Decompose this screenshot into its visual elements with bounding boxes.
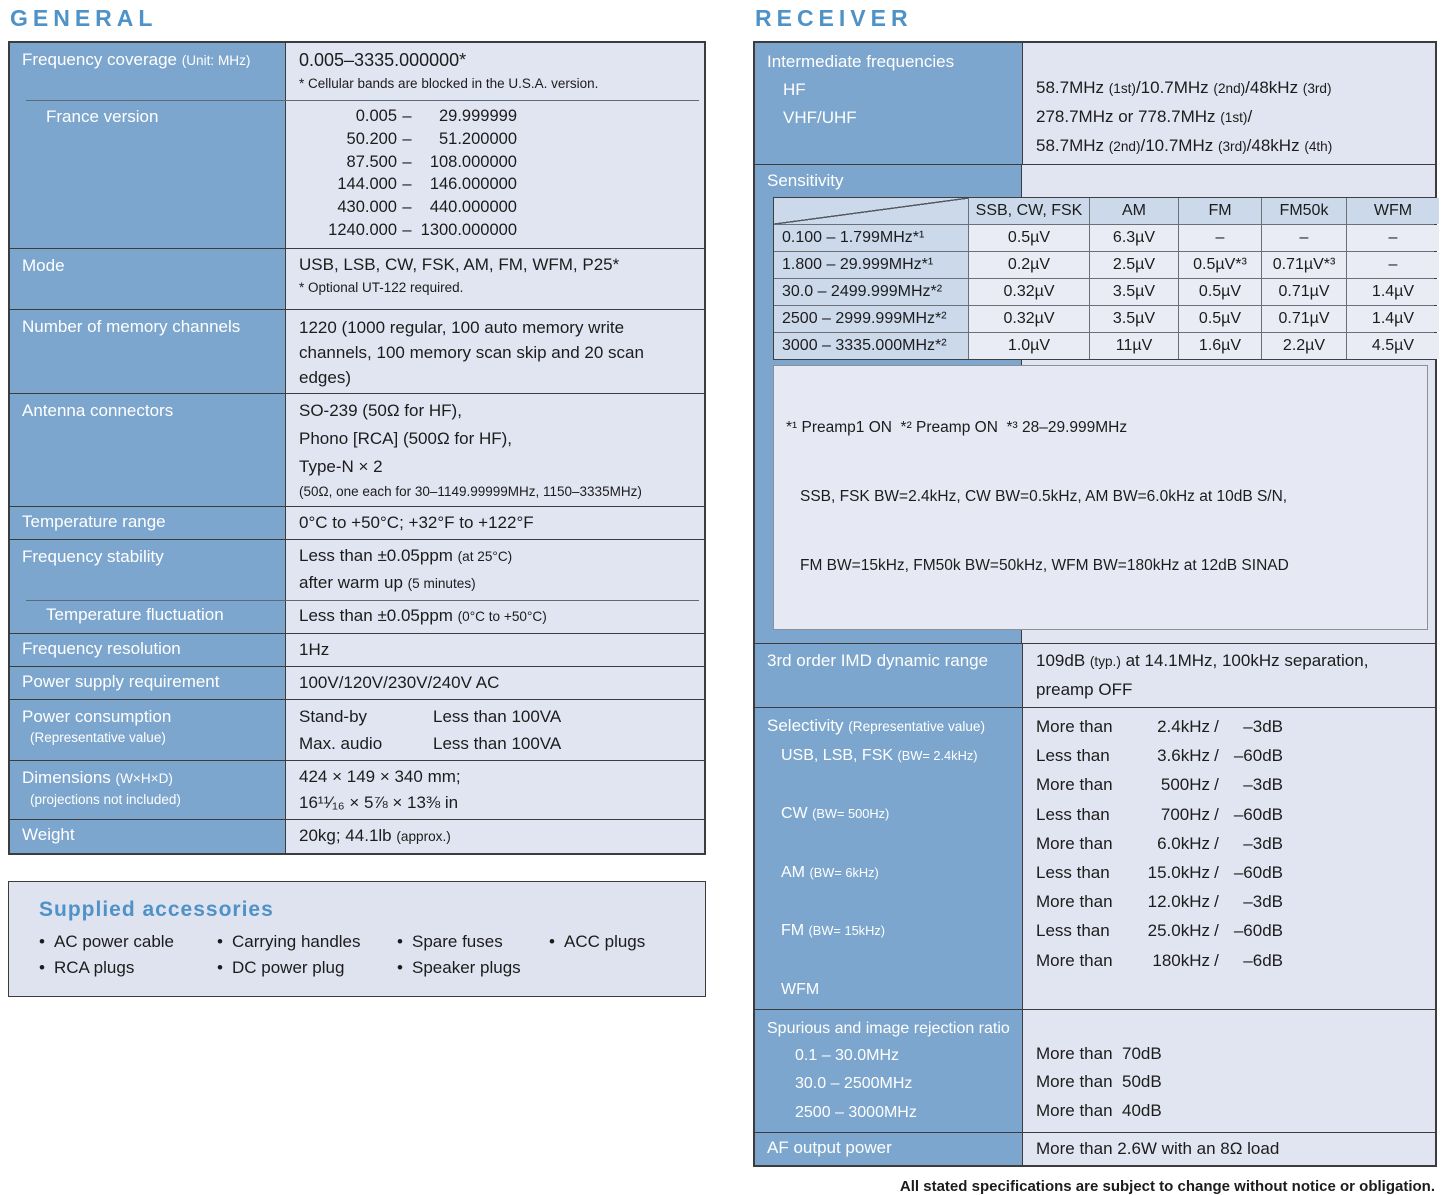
frequency-resolution-row xyxy=(10,633,704,666)
range-dash: – xyxy=(402,129,412,148)
frequency-coverage-value xyxy=(285,43,704,100)
separator: / xyxy=(1214,892,1219,912)
antenna-connectors-label: Antenna connectors xyxy=(10,394,285,506)
intermediate-frequencies-heading: Intermediate frequencies xyxy=(767,52,955,71)
stability-line: after warm up (5 minutes) xyxy=(299,572,476,592)
selectivity-value xyxy=(1022,708,1435,1009)
qualifier: Less than xyxy=(1036,921,1110,941)
mode-note: * Optional UT-122 required. xyxy=(299,279,464,295)
sensitivity-cell: – xyxy=(1179,225,1261,251)
range-to: 29.999999 xyxy=(439,107,517,125)
range-dash: – xyxy=(402,175,412,194)
weight-value: 20kg; 44.1lb (approx.) xyxy=(285,820,704,853)
france-version-row xyxy=(10,100,704,248)
sensitivity-cell: 0.71µV*³ xyxy=(1262,252,1346,278)
bullet-icon: • xyxy=(39,931,45,951)
sensitivity-col-header: FM xyxy=(1179,198,1261,224)
bandwidth: 25.0kHz xyxy=(1147,921,1210,941)
bandwidth: 3.6kHz xyxy=(1157,746,1210,766)
sensitivity-range-label: 2500 – 2999.999MHz*² xyxy=(774,306,968,332)
sensitivity-diagonal-cell xyxy=(774,198,968,224)
frequency-stability-label: Frequency stability xyxy=(10,540,285,600)
attenuation: –3dB xyxy=(1243,717,1283,736)
antenna-connectors-row xyxy=(10,393,704,506)
accessory-label: DC power plug xyxy=(232,957,345,977)
spurious-rejection-label xyxy=(755,1010,1022,1133)
dimensions-label-text: Dimensions (W×H×D) xyxy=(22,767,173,787)
sensitivity-cell: 0.71µV xyxy=(1262,279,1346,305)
range-dash: – xyxy=(402,107,412,125)
spurious-range: 0.1 – 30.0MHz xyxy=(795,1046,900,1064)
spacer xyxy=(767,945,1016,974)
sensitivity-col-header: AM xyxy=(1090,198,1178,224)
attenuation: –3dB xyxy=(1243,775,1283,795)
qualifier: Less than xyxy=(1036,804,1110,824)
sensitivity-cell: 0.32µV xyxy=(969,279,1089,305)
sensitivity-col-header: WFM xyxy=(1347,198,1439,224)
mode-row xyxy=(10,248,704,309)
if-vhf-value-line2: 58.7MHz (2nd)/10.7MHz (3rd)/48kHz (4th) xyxy=(1036,136,1333,155)
sensitivity-col-header: SSB, CW, FSK xyxy=(969,198,1089,224)
mode-label: Mode xyxy=(10,249,285,309)
temperature-fluctuation-value: Less than ±0.05ppm (0°C to +50°C) xyxy=(285,600,704,633)
stability-line: Less than ±0.05ppm (at 25°C) xyxy=(299,545,513,565)
sensitivity-cell: 0.32µV xyxy=(969,306,1089,332)
bandwidth: 15.0kHz xyxy=(1147,862,1210,882)
if-band-vhf-uhf: VHF/UHF xyxy=(783,108,857,127)
attenuation: –60dB xyxy=(1233,804,1283,824)
separator: / xyxy=(1214,775,1219,795)
spacer xyxy=(755,630,1435,643)
selectivity-row xyxy=(755,707,1435,1009)
sensitivity-cell: 0.5µV xyxy=(1179,306,1261,332)
accessory-label: Speaker plugs xyxy=(412,957,521,977)
selectivity-mode: CW (BW= 500Hz) xyxy=(781,805,890,823)
bullet-icon: • xyxy=(217,931,223,951)
spurious-value: More than 50dB xyxy=(1036,1072,1162,1092)
disclaimer-note: All stated specifications are subject to change without notice or obligation. xyxy=(899,1178,1435,1195)
temperature-range-label: Temperature range xyxy=(10,507,285,539)
selectivity-mode: USB, LSB, FSK (BW= 2.4kHz) xyxy=(781,747,978,764)
frequency-stability-value xyxy=(285,540,704,600)
imd-value xyxy=(1022,644,1435,707)
dimensions-value xyxy=(285,761,704,819)
memory-channels-label: Number of memory channels xyxy=(10,310,285,393)
sensitivity-content xyxy=(755,165,1435,643)
sensitivity-cell: 1.4µV xyxy=(1347,279,1439,305)
dimensions-mm: 424 × 149 × 340 mm; xyxy=(299,766,461,786)
sensitivity-col-header: FM50k xyxy=(1262,198,1346,224)
accessory-item xyxy=(217,932,397,952)
sensitivity-heading: Sensitivity xyxy=(767,171,844,190)
bandwidth: 500Hz xyxy=(1160,775,1210,795)
separator: / xyxy=(1214,950,1219,970)
accessory-label: Carrying handles xyxy=(232,931,361,951)
accessory-item xyxy=(39,958,217,978)
range-dash: – xyxy=(402,152,412,171)
sensitivity-range-label: 0.100 – 1.799MHz*¹ xyxy=(774,225,968,251)
france-range-line xyxy=(299,151,696,174)
dimensions-label-note: (projections not included) xyxy=(30,791,181,807)
sensitivity-cell: 0.5µV xyxy=(969,225,1089,251)
frequency-resolution-value: 1Hz xyxy=(285,634,704,666)
temperature-fluctuation-label: Temperature fluctuation xyxy=(10,600,285,633)
sensitivity-cell: 0.5µV*³ xyxy=(1179,252,1261,278)
if-vhf-value-line1: 278.7MHz or 778.7MHz (1st)/ xyxy=(1036,107,1253,126)
separator: / xyxy=(1214,804,1219,824)
qualifier: Less than xyxy=(1036,746,1110,766)
footnote-line: *¹ Preamp1 ON *² Preamp ON *³ 28–29.999MHz xyxy=(786,419,1128,436)
spurious-value: More than 40dB xyxy=(1036,1100,1162,1120)
frequency-coverage-row xyxy=(10,43,704,100)
range-dash: – xyxy=(402,198,412,217)
range-from: 87.500 xyxy=(346,152,397,171)
general-table xyxy=(8,41,706,855)
antenna-note: (50Ω, one each for 30–1149.99999MHz, 1150–3335MHz) xyxy=(299,483,642,499)
imd-line: preamp OFF xyxy=(1036,680,1133,699)
range-from: 144.000 xyxy=(337,175,397,194)
frequency-coverage-label: Frequency coverage (Unit: MHz) xyxy=(10,43,285,100)
receiver-table xyxy=(753,41,1437,1167)
spacer xyxy=(767,770,1016,799)
separator: / xyxy=(1214,862,1219,882)
france-range-line xyxy=(299,105,696,128)
accessory-item xyxy=(217,958,397,978)
frequency-stability-row xyxy=(10,540,704,600)
accessory-item xyxy=(397,932,549,952)
accessory-label: ACC plugs xyxy=(564,931,646,951)
selectivity-line xyxy=(1036,741,1427,770)
sensitivity-cell: 3.5µV xyxy=(1090,306,1178,332)
selectivity-line xyxy=(1036,858,1427,887)
selectivity-heading: Selectivity (Representative value) xyxy=(767,716,986,735)
range-dash: – xyxy=(402,220,412,239)
sensitivity-range-label: 30.0 – 2499.999MHz*² xyxy=(774,279,968,305)
selectivity-line xyxy=(1036,829,1427,858)
receiver-section-title: RECEIVER xyxy=(755,5,913,31)
weight-label: Weight xyxy=(10,820,285,853)
attenuation: –60dB xyxy=(1233,862,1283,882)
sensitivity-range-label: 3000 – 3335.000MHz*² xyxy=(774,333,968,359)
sub-divider xyxy=(26,100,699,101)
bandwidth: 700Hz xyxy=(1160,804,1210,824)
antenna-connectors-value xyxy=(285,394,704,506)
france-range-line xyxy=(299,128,696,151)
frequency-coverage-range: 0.005–3335.000000* xyxy=(299,50,467,70)
frequency-resolution-label: Frequency resolution xyxy=(10,634,285,666)
separator: / xyxy=(1214,833,1219,853)
frequency-coverage-group xyxy=(10,43,704,248)
af-output-label: AF output power xyxy=(755,1133,1022,1165)
sensitivity-cell: 0.71µV xyxy=(1262,306,1346,332)
spurious-range: 30.0 – 2500MHz xyxy=(795,1075,913,1093)
selectivity-line xyxy=(1036,712,1427,741)
spacer xyxy=(1036,1013,1427,1040)
accessory-item xyxy=(397,958,549,978)
selectivity-mode: FM (BW= 15kHz) xyxy=(781,922,885,940)
accessory-item xyxy=(39,932,217,952)
antenna-line: SO-239 (50Ω for HF), xyxy=(299,400,462,420)
temperature-fluctuation-row xyxy=(10,600,704,633)
sensitivity-cell: 2.2µV xyxy=(1262,333,1346,359)
antenna-line: Phono [RCA] (500Ω for HF), xyxy=(299,428,513,448)
selectivity-mode: WFM xyxy=(781,980,820,998)
consumption-value: Less than 100VA xyxy=(433,706,562,726)
footnote-line: SSB, FSK BW=2.4kHz, CW BW=0.5kHz, AM BW=6.0kHz at 10dB S/N, xyxy=(800,488,1288,505)
power-consumption-label-text: Power consumption xyxy=(22,706,172,726)
range-to: 440.000000 xyxy=(429,198,517,217)
range-to: 108.000000 xyxy=(429,152,517,171)
sensitivity-cell: 1.4µV xyxy=(1347,306,1439,332)
dimensions-row xyxy=(10,760,704,819)
spacer xyxy=(1036,46,1427,74)
consumption-state: Stand-by xyxy=(299,706,368,726)
sensitivity-table xyxy=(773,197,1435,360)
sensitivity-cell: 2.5µV xyxy=(1090,252,1178,278)
sensitivity-cell: 0.5µV xyxy=(1179,279,1261,305)
range-from: 430.000 xyxy=(337,198,397,217)
af-output-row xyxy=(755,1132,1435,1165)
sensitivity-footnotes xyxy=(773,365,1428,630)
selectivity-line xyxy=(1036,800,1427,829)
france-range-line xyxy=(299,173,696,196)
accessory-item xyxy=(549,932,695,952)
sensitivity-range-label: 1.800 – 29.999MHz*¹ xyxy=(774,252,968,278)
range-from: 50.200 xyxy=(346,129,397,148)
attenuation: –60dB xyxy=(1233,746,1283,766)
selectivity-line xyxy=(1036,887,1427,916)
accessory-label: Spare fuses xyxy=(412,931,503,951)
dimensions-label xyxy=(10,761,285,819)
range-to: 51.200000 xyxy=(439,129,517,148)
spurious-rejection-value xyxy=(1022,1010,1435,1133)
if-band-hf: HF xyxy=(783,80,806,99)
sub-divider xyxy=(26,600,699,601)
power-consumption-line xyxy=(299,730,696,757)
sensitivity-cell: – xyxy=(1347,225,1439,251)
supplied-accessories-title: Supplied accessories xyxy=(39,897,274,921)
temperature-range-value: 0°C to +50°C; +32°F to +122°F xyxy=(285,507,704,539)
selectivity-mode: AM (BW= 6kHz) xyxy=(781,863,879,881)
bullet-icon: • xyxy=(217,957,223,977)
bandwidth: 180kHz xyxy=(1152,950,1210,970)
intermediate-frequencies-row xyxy=(755,43,1435,164)
imd-row xyxy=(755,643,1435,707)
france-range-line xyxy=(299,219,696,242)
sensitivity-cell: 3.5µV xyxy=(1090,279,1178,305)
selectivity-line xyxy=(1036,916,1427,945)
bullet-icon: • xyxy=(397,931,403,951)
attenuation: –6dB xyxy=(1243,950,1283,970)
separator: / xyxy=(1214,717,1219,736)
france-version-label: France version xyxy=(10,100,285,248)
spurious-value: More than 70dB xyxy=(1036,1043,1162,1063)
accessories-grid xyxy=(39,932,695,978)
attenuation: –60dB xyxy=(1233,921,1283,941)
spacer xyxy=(767,829,1016,858)
if-hf-value: 58.7MHz (1st)/10.7MHz (2nd)/48kHz (3rd) xyxy=(1036,78,1332,97)
intermediate-frequencies-label xyxy=(755,43,1022,164)
range-from: 0.005 xyxy=(355,107,397,125)
frequency-coverage-note: * Cellular bands are blocked in the U.S.A. version. xyxy=(299,76,599,91)
bandwidth: 2.4kHz xyxy=(1157,717,1210,736)
separator: / xyxy=(1214,746,1219,766)
power-consumption-label-note: (Representative value) xyxy=(30,729,166,745)
general-panel xyxy=(8,5,706,997)
range-to: 1300.000000 xyxy=(420,220,517,239)
consumption-state: Max. audio xyxy=(299,733,383,753)
temperature-range-row xyxy=(10,506,704,539)
weight-row xyxy=(10,819,704,853)
antenna-line: Type-N × 2 xyxy=(299,456,383,476)
attenuation: –3dB xyxy=(1243,833,1283,853)
power-supply-value: 100V/120V/230V/240V AC xyxy=(285,667,704,699)
sensitivity-cell: – xyxy=(1347,252,1439,278)
memory-channels-value: 1220 (1000 regular, 100 auto memory write channels, 100 memory scan skip and 20 scan edges) xyxy=(285,310,704,393)
sensitivity-cell: 1.6µV xyxy=(1179,333,1261,359)
selectivity-label xyxy=(755,708,1022,1009)
power-consumption-line xyxy=(299,703,696,730)
memory-channels-row xyxy=(10,309,704,393)
power-consumption-row xyxy=(10,699,704,760)
power-supply-row xyxy=(10,666,704,699)
spacer xyxy=(767,887,1016,916)
spurious-range: 2500 – 3000MHz xyxy=(795,1103,917,1121)
france-range-line xyxy=(299,196,696,219)
dimensions-in: 16¹¹⁄₁₆ × 5⅞ × 13⅜ in xyxy=(299,792,459,812)
bandwidth: 12.0kHz xyxy=(1147,892,1210,912)
power-consumption-label xyxy=(10,700,285,760)
sensitivity-cell: 1.0µV xyxy=(969,333,1089,359)
bullet-icon: • xyxy=(397,957,403,977)
power-supply-label: Power supply requirement xyxy=(10,667,285,699)
accessory-label: RCA plugs xyxy=(54,957,135,977)
power-consumption-value xyxy=(285,700,704,760)
sensitivity-cell: 11µV xyxy=(1090,333,1178,359)
qualifier: Less than xyxy=(1036,862,1110,882)
qualifier: More than xyxy=(1036,717,1113,736)
consumption-value: Less than 100VA xyxy=(433,733,562,753)
qualifier: More than xyxy=(1036,833,1113,853)
bullet-icon: • xyxy=(549,931,555,951)
spurious-heading: Spurious and image rejection ratio xyxy=(767,1019,1010,1037)
general-section-title: GENERAL xyxy=(10,5,158,31)
accessory-label: AC power cable xyxy=(54,931,175,951)
qualifier: More than xyxy=(1036,950,1113,970)
sensitivity-cell: – xyxy=(1262,225,1346,251)
bullet-icon: • xyxy=(39,957,45,977)
range-to: 146.000000 xyxy=(429,175,517,194)
imd-line: 109dB (typ.) at 14.1MHz, 100kHz separation, xyxy=(1036,651,1369,670)
selectivity-line xyxy=(1036,770,1427,799)
qualifier: More than xyxy=(1036,775,1113,795)
sensitivity-cell: 0.2µV xyxy=(969,252,1089,278)
range-from: 1240.000 xyxy=(328,220,397,239)
sensitivity-cell: 6.3µV xyxy=(1090,225,1178,251)
selectivity-line xyxy=(1036,946,1427,975)
france-version-value xyxy=(285,100,704,248)
mode-value xyxy=(285,249,704,309)
frequency-stability-group xyxy=(10,539,704,633)
bandwidth: 6.0kHz xyxy=(1157,833,1210,853)
af-output-value: More than 2.6W with an 8Ω load xyxy=(1022,1133,1435,1165)
spurious-rejection-row xyxy=(755,1009,1435,1133)
attenuation: –3dB xyxy=(1243,892,1283,912)
separator: / xyxy=(1214,921,1219,941)
mode-list: USB, LSB, CW, FSK, AM, FM, WFM, P25* xyxy=(299,254,620,274)
sensitivity-row xyxy=(755,164,1435,643)
sensitivity-cell: 4.5µV xyxy=(1347,333,1439,359)
imd-label: 3rd order IMD dynamic range xyxy=(755,644,1022,707)
intermediate-frequencies-value xyxy=(1022,43,1435,164)
qualifier: More than xyxy=(1036,892,1113,912)
supplied-accessories-box xyxy=(8,881,706,997)
receiver-panel xyxy=(753,5,1437,1195)
footnote-line: FM BW=15kHz, FM50k BW=50kHz, WFM BW=180kHz at 12dB SINAD xyxy=(800,557,1289,574)
